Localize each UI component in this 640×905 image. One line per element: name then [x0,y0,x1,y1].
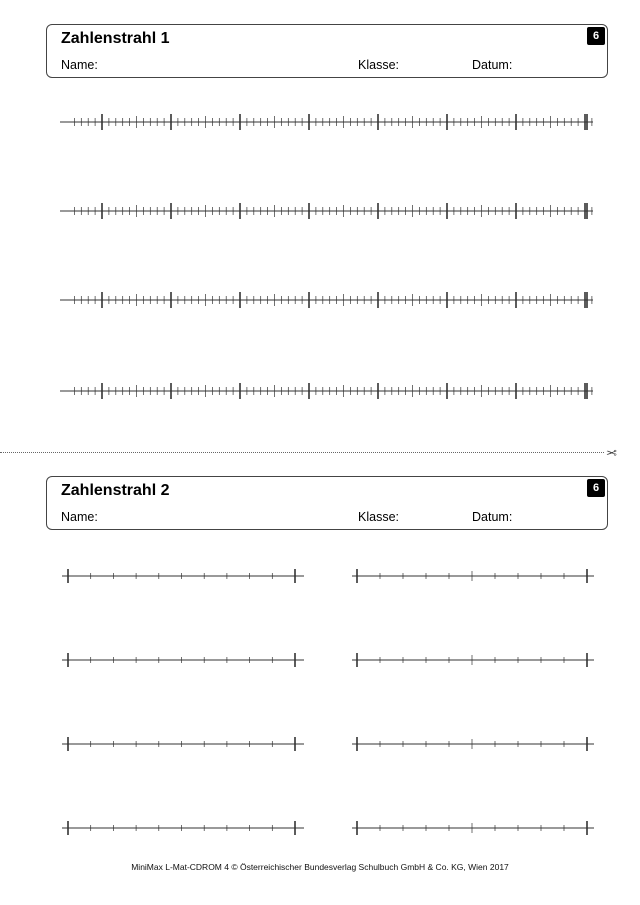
sheet2-title: Zahlenstrahl 2 [61,482,170,499]
sheet1-name-label: Name: [61,58,98,72]
sheet1-class-label: Klasse: [358,58,399,72]
sheet1-title: Zahlenstrahl 1 [61,30,170,47]
sheet2-header [46,476,608,530]
sheet1-date-label: Datum: [472,58,513,72]
sheet2-date-label: Datum: [472,510,513,524]
sheet2-class-label: Klasse: [358,510,399,524]
sheet1-badge: 6 [587,27,605,45]
sheet2-badge: 6 [587,479,605,497]
cut-line [0,452,604,453]
footer-copyright: MiniMax L-Mat-CDROM 4 © Österreichischer Bundesverlag Schulbuch GmbH & Co. KG, Wien 2017 [131,862,509,872]
scissors-icon: ✂ [606,444,617,459]
sheet2-name-label: Name: [61,510,98,524]
